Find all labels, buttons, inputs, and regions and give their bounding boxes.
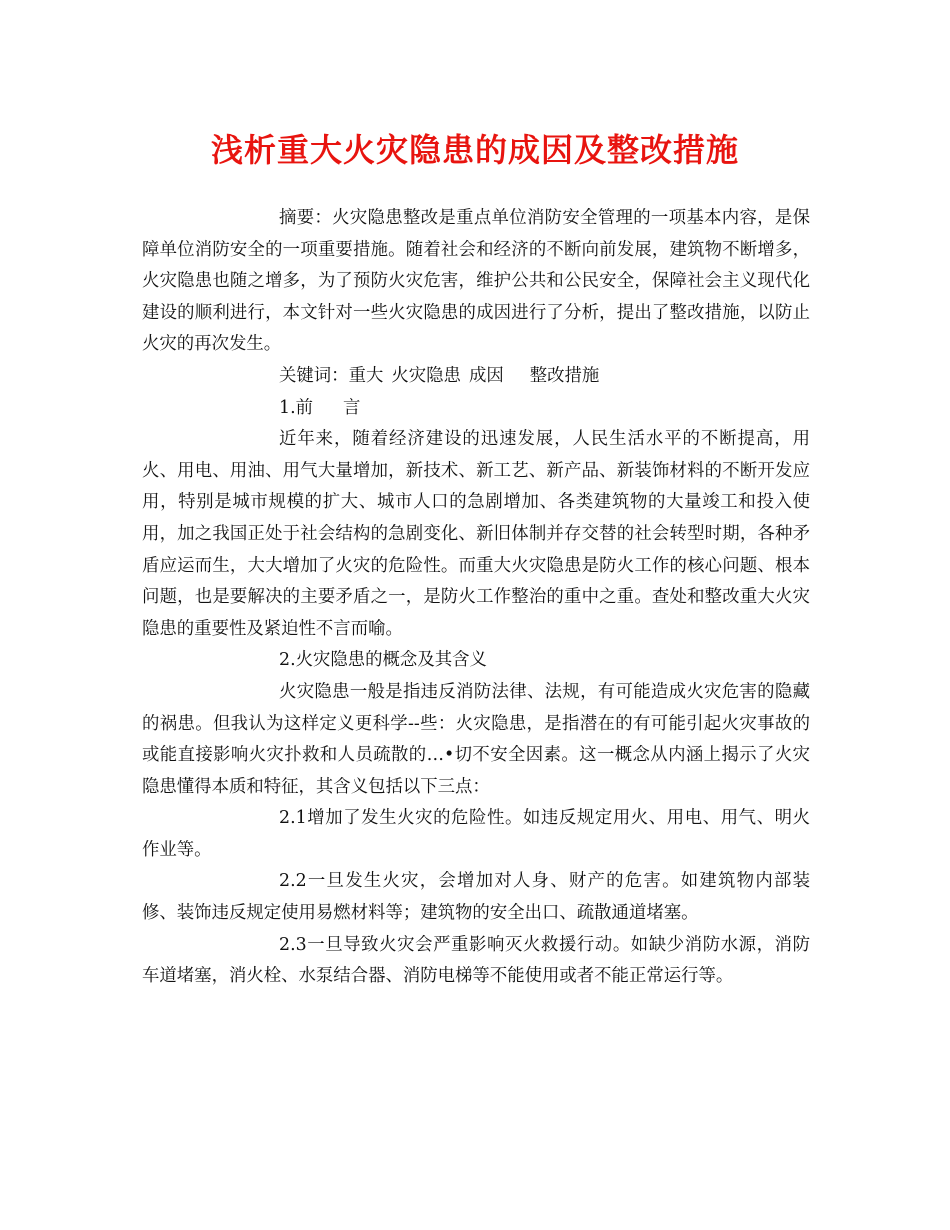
section-heading-preface bbox=[142, 393, 810, 425]
section-heading-tail: 言 bbox=[342, 397, 361, 418]
document-body bbox=[142, 203, 810, 993]
keywords-label: 关键词： bbox=[279, 365, 349, 386]
list-item-2-3: 2.3一旦导致火灾会严重影响灭火救援行动。如缺少消防水源，消防车道堵塞，消火栓、水泵结合器、消防电梯等不能使用或者不能正常运行等。 bbox=[142, 934, 810, 987]
concept-paragraph: 火灾隐患一般是指违反消防法律、法规，有可能造成火灾危害的隐藏的祸患。但我认为这样定义更科学--些：火灾隐患，是指潜在的有可能引起火灾事故的或能直接影响火灾扑救和人员疏散的…•切不安全因素。这一概念从内涵上揭示了火灾隐患懂得本质和特征，其含义包括以下三点： bbox=[142, 681, 810, 797]
preface-paragraph: 近年来，随着经济建设的迅速发展，人民生活水平的不断提高，用火、用电、用油、用气大量增加，新技术、新工艺、新产品、新装饰材料的不断开发应用，特别是城市规模的扩大、城市人口的急剧增加、各类建筑物的大量竣工和投入使用，加之我国正处于社会结构的急剧变化、新旧体制并存交替的社会转型时期，各种矛盾应运而生，大大增加了火灾的危险性。而重大火灾隐患是防火工作的核心问题、根本问题，也是要解决的主要矛盾之一，是防火工作整治的重中之重。查处和整改重大火灾隐患的重要性及紧迫性不言而喻。 bbox=[142, 429, 810, 639]
keyword-item: 火灾隐患 bbox=[391, 365, 461, 386]
section-heading-concept: 2.火灾隐患的概念及其含义 bbox=[279, 650, 487, 671]
keyword-item: 成因 bbox=[468, 365, 504, 386]
list-item-2-2: 2.2一旦发生火灾，会增加对人身、财产的危害。如建筑物内部装修、装饰违反规定使用易燃材料等；建筑物的安全出口、疏散通道堵塞。 bbox=[142, 871, 810, 924]
list-item-2-1: 2.1增加了发生火灾的危险性。如违反规定用火、用电、用气、明火作业等。 bbox=[142, 808, 810, 860]
keywords-line bbox=[142, 361, 810, 393]
abstract-paragraph: 摘要：火灾隐患整改是重点单位消防安全管理的一项基本内容，是保障单位消防安全的一项重要措施。随着社会和经济的不断向前发展，建筑物不断增多，火灾隐患也随之增多，为了预防火灾危害，维护公共和公民安全，保障社会主义现代化建设的顺利进行，本文针对一些火灾隐患的成因进行了分析，提出了整改措施，以防止火灾的再次发生。 bbox=[142, 208, 810, 355]
document-title: 浅析重大火灾隐患的成因及整改措施 bbox=[210, 131, 739, 169]
keyword-item: 整改措施 bbox=[529, 365, 600, 386]
section-heading-number: 1.前 bbox=[279, 397, 313, 418]
keyword-item: 重大 bbox=[348, 365, 384, 386]
